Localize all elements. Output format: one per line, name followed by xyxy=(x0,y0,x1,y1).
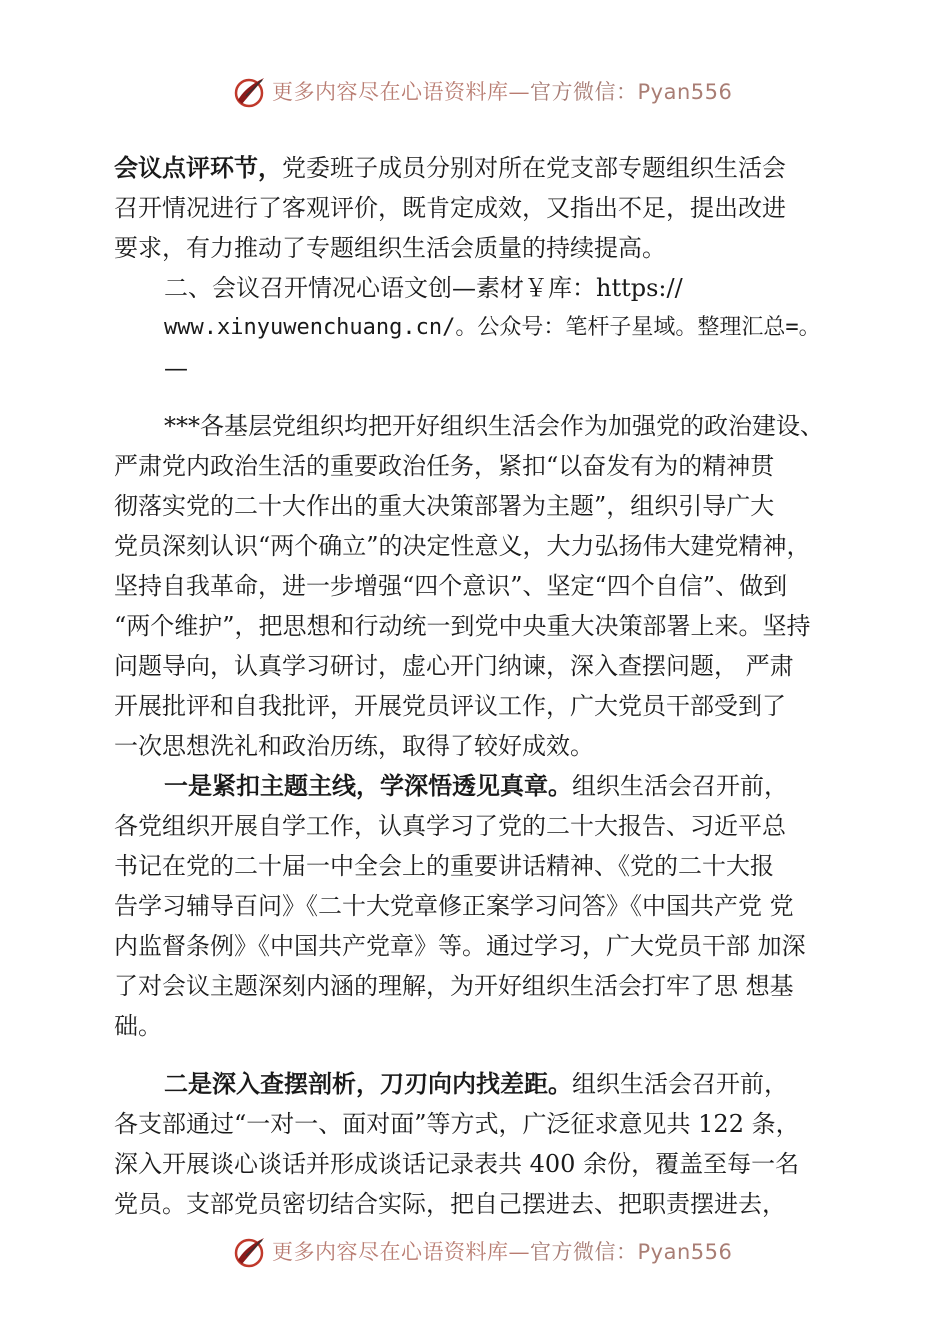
paragraph-line: 一次思想洗礼和政治历练，取得了较好成效。 xyxy=(114,732,594,760)
banner-prefix: 更多内容尽在心语资料库— xyxy=(272,1240,530,1264)
paragraph-line: 书记在党的二十届一中全会上的重要讲话精神、《党的二十大报 xyxy=(114,852,774,880)
footer-banner xyxy=(0,1232,950,1272)
header-banner xyxy=(0,72,950,112)
wechat-id: Pyan556 xyxy=(637,80,733,104)
paragraph-line: “两个维护”，把思想和行动统一到党中央重大决策部署上来。坚持 xyxy=(114,612,811,640)
banner-text xyxy=(272,1238,732,1266)
banner-text xyxy=(272,78,732,106)
bold-lead: 二是深入查摆剖析，刀刃向内找差距。 xyxy=(164,1070,572,1098)
paragraph-line: 党员深刻认识“两个确立”的决定性意义，大力弘扬伟大建党精神， xyxy=(114,532,811,560)
paragraph-line: 各支部通过“一对一、面对面”等方式，广泛征求意见共 122 条， xyxy=(114,1110,800,1138)
paragraph-line: 坚持自我革命，进一步增强“四个意识”、坚定“四个自信”、做到 xyxy=(114,572,788,600)
brush-logo-icon xyxy=(232,1234,268,1270)
bold-lead: 会议点评环节， xyxy=(114,154,282,182)
paragraph-line: 深入开展谈心谈话并形成谈话记录表共 400 余份，覆盖至每一名 xyxy=(114,1150,800,1178)
paragraph-line: 内监督条例》《中国共产党章》等。通过学习，广大党员干部 加深 xyxy=(114,932,806,960)
paragraph-line xyxy=(114,766,864,806)
section-heading-line: 二、会议召开情况心语文创—素材￥库：https:// xyxy=(164,274,683,302)
paragraph-line: 开展批评和自我批评，开展党员评议工作，广大党员干部受到了 xyxy=(114,692,786,720)
paragraph-line: 了对会议主题深刻内涵的理解，为开好组织生活会打牢了思 想基 xyxy=(114,972,794,1000)
paragraph-line: 础。 xyxy=(114,1012,162,1040)
banner-prefix: 更多内容尽在心语资料库— xyxy=(272,80,530,104)
wechat-label: 官方微信： xyxy=(530,80,638,104)
paragraph-line: 召开情况进行了客观评价，既肯定成效，又指出不足，提出改进 xyxy=(114,194,786,222)
paragraph-line xyxy=(114,148,864,188)
brush-logo-icon xyxy=(232,74,268,110)
wechat-label: 官方微信： xyxy=(530,1240,638,1264)
paragraph-line: 告学习辅导百问》《二十大党章修正案学习问答》《中国共产党 党 xyxy=(114,892,794,920)
paragraph-line: 问题导向，认真学习研讨，虚心开门纳谏，深入查摆问题， 严肃 xyxy=(114,652,794,680)
paragraph-line: 党员。支部党员密切结合实际，把自己摆进去、把职责摆进去， xyxy=(114,1190,786,1218)
paragraph-line: 要求，有力推动了专题组织生活会质量的持续提高。 xyxy=(114,234,666,262)
bold-lead: 一是紧扣主题主线，学深悟透见真章。 xyxy=(164,772,572,800)
paragraph-line: 各党组织开展自学工作，认真学习了党的二十大报告、习近平总 xyxy=(114,812,786,840)
text-span: 党委班子成员分别对所在党支部专题组织生活会 xyxy=(282,154,786,182)
url-line: www.xinyuwenchuang.cn/。公众号：笔杆子星域。整理汇总=。 xyxy=(164,315,821,340)
dash-line: — xyxy=(164,354,188,382)
document-body xyxy=(114,148,864,1224)
wechat-id: Pyan556 xyxy=(637,1240,733,1264)
paragraph-line: ***各基层党组织均把开好组织生活会作为加强党的政治建设、 xyxy=(164,412,824,440)
paragraph-line: 彻落实党的二十大作出的重大决策部署为主题”，组织引导广大 xyxy=(114,492,775,520)
text-span: 组织生活会召开前， xyxy=(572,772,788,800)
paragraph-line: 严肃党内政治生活的重要政治任务，紧扣“以奋发有为的精神贯 xyxy=(114,452,775,480)
text-span: 组织生活会召开前， xyxy=(572,1070,788,1098)
paragraph-line xyxy=(114,1064,864,1104)
